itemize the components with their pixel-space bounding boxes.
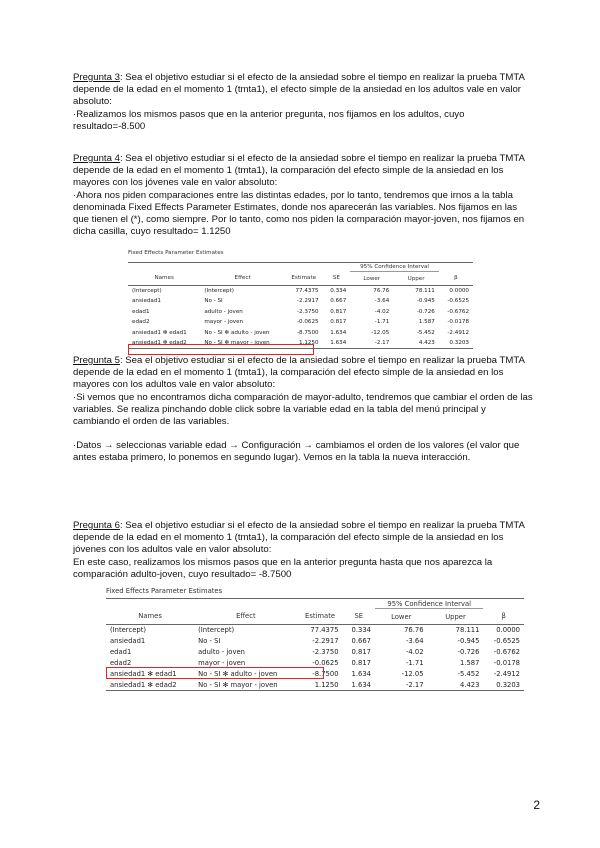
estimates-table [128,262,473,349]
pregunta-4 [73,153,535,238]
col-header: Names [128,272,200,286]
table-row [106,680,524,691]
table-row [128,328,473,339]
cell: No - SI [198,637,221,645]
cell: adulto - joven [198,648,245,656]
cell: -0.945 [416,298,435,305]
cell: -2.4912 [447,329,469,336]
ci-header: 95% Confidence Interval [375,599,483,609]
cell: 0.667 [330,298,347,305]
cell: -2.4912 [493,670,520,678]
cell: No - SI [204,298,223,305]
cell: No - SI ✻ adulto - joven [198,670,278,678]
cell: 1.1250 [298,680,343,691]
cell: -12.05 [371,329,390,336]
cell: -0.0178 [493,659,520,667]
cell: 4.423 [393,338,439,349]
cell: 0.334 [330,288,347,294]
cell: ansiedad1 ✻ edad1 [132,329,187,336]
table-row [106,636,524,647]
col-header: β [483,609,524,625]
cell: -8.7500 [297,329,319,336]
cell: -0.0625 [297,319,319,326]
cell: 1.1250 [285,338,323,349]
cell: -0.0178 [447,319,469,326]
cell: 1.634 [330,329,347,336]
cell: 0.0000 [496,626,520,635]
cell: -3.64 [374,298,390,305]
col-header: Upper [428,609,484,625]
cell: 1.634 [351,670,372,678]
cell: 0.667 [351,637,372,645]
cell: -2.17 [350,338,393,349]
cell: -5.452 [416,329,435,336]
col-header: Names [106,609,194,625]
cell: ansiedad1 [132,298,161,305]
cell: 0.3203 [483,680,524,691]
cell: mayor - joven [204,319,244,326]
question-4 [73,153,535,190]
cell: mayor - joven [198,659,246,667]
cell: 0.817 [351,659,372,667]
cell: ansiedad1 ✻ edad2 [106,680,194,691]
highlight-box [106,667,324,679]
cell: adulto - joven [204,308,243,315]
question-text: : Sea el objetivo estudiar si el efecto de la ansiedad sobre el tiempo en realizar la prueba TMTA depende de la edad en el momento 1 (tmta1), el efecto simple de la ansiedad en los adultos vale en valor absoluto: [73,72,525,108]
col-header: Estimate [298,609,343,625]
cell: 0.817 [330,319,347,326]
cell: -2.3750 [312,648,339,656]
cell: -0.726 [416,308,435,315]
cell: No - SI ✻ adulto - joven [204,329,270,336]
table-row [106,625,524,636]
cell: edad1 [110,648,132,656]
table-row [106,647,524,658]
table-row [128,317,473,328]
answer-3: ·Realizamos los mismos pasos que en la anterior pregunta, nos fijamos en los adultos, cuyo resultado=-8.500 [73,108,465,132]
cell: 76.76 [373,288,390,294]
question-label: Pregunta 4 [73,153,120,164]
question-label: Pregunta 3 [73,72,120,83]
question-text: : Sea el objetivo estudiar si el efecto de la ansiedad sobre el tiempo en realizar la prueba TMTA depende de la edad en el momento 1 (tmta1), la comparación del efecto simple de la ansiedad en los jóvenes con los adultos vale en valor absoluto: [73,520,525,556]
col-header: SE [343,609,375,625]
table-title: Fixed Effects Parameter Estimates [106,587,223,595]
cell: -2.2917 [312,637,339,645]
cell: ansiedad1 ✻ edad2 [128,338,200,349]
cell: -0.6762 [447,308,469,315]
cell: -2.3750 [297,308,319,315]
table-row [128,286,473,297]
cell: (Intercept) [132,288,162,294]
cell: 1.634 [323,338,351,349]
fixed-effects-table-2 [106,587,524,690]
cell: 77.4375 [310,626,339,635]
cell: 0.817 [330,308,347,315]
answer-5: ·Si vemos que no encontramos dicha comparación de mayor-adulto, tendremos que cambiar el orden de las variables. Se realiza pinchando doble click sobre la variable edad en la tabla del menú principal y cambiando el orden de las variables. [73,391,533,428]
cell: -0.0625 [312,659,339,667]
col-header: Upper [393,272,439,286]
cell: (Intercept) [198,626,235,635]
cell: -1.71 [405,659,424,667]
cell: ansiedad1 ✻ edad1 [110,670,177,678]
question-3 [73,72,535,109]
question-6 [73,520,535,557]
pregunta-5 [73,355,535,465]
col-header: Lower [350,272,393,286]
cell: No - SI ✻ mayor - joven [200,338,285,349]
table-row [128,307,473,318]
cell: 1.587 [418,319,435,326]
cell: 76.76 [404,626,424,635]
cell: 0.0000 [449,288,469,294]
question-5 [73,355,535,392]
cell: 1.587 [459,659,480,667]
table-row [128,296,473,307]
table-title: Fixed Effects Parameter Estimates [128,250,224,256]
pregunta-3 [73,72,535,133]
cell: edad2 [132,319,150,326]
col-header: Effect [194,609,297,625]
cell: 1.634 [343,680,375,691]
cell: -0.6525 [493,637,520,645]
question-label: Pregunta 6 [73,520,120,531]
fixed-effects-table-1 [128,250,473,355]
cell: -5.452 [457,670,480,678]
cell: (Intercept) [204,288,234,294]
question-label: Pregunta 5 [73,355,120,366]
cell: -0.6762 [493,648,520,656]
cell: 0.3203 [439,338,473,349]
cell: ansiedad1 [110,637,146,645]
question-text: : Sea el objetivo estudiar si el efecto de la ansiedad sobre el tiempo en realizar la prueba TMTA depende de la edad en el momento 1 (tmta1), la comparación del efecto simple de la ansiedad en los mayores con los adultos vale en valor absoluto: [73,355,525,391]
cell: -2.17 [375,680,428,691]
ci-header: 95% Confidence Interval [350,263,439,272]
cell: 77.4375 [295,288,319,294]
question-text: : Sea el objetivo estudiar si el efecto de la ansiedad sobre el tiempo en realizar la prueba TMTA depende de la edad en el momento 1 (tmta1), la comparación del efecto simple de la ansiedad en los mayores con los jóvenes vale en valor absoluto: [73,153,525,189]
cell: No - SI ✻ mayor - joven [194,680,297,691]
col-header: β [439,272,473,286]
cell: -3.64 [405,637,424,645]
cell: 78.111 [415,288,435,294]
highlight-box [128,344,314,355]
cell: -1.71 [374,319,390,326]
cell: (Intercept) [110,626,147,635]
col-header: Lower [375,609,428,625]
cell: 0.334 [351,626,372,635]
cell: -4.02 [374,308,390,315]
answer-4: ·Ahora nos piden comparaciones entre las distintas edades, por lo tanto, tendremos que irnos a la tabla denominada Fixed Effects Parameter Estimates, donde nos aparecerán las variables. Nos fijamos en las que tienen el (*), como siempre. Por lo tanto, como nos piden la comparación mayor-joven, nos fijamos en dicha casilla, cuyo resultado= 1.1250 [73,189,525,238]
cell: -0.6525 [447,298,469,305]
cell: -0.945 [457,637,480,645]
cell: edad2 [110,659,132,667]
answer-5b: ·Datos → seleccionas variable edad → Configuración → cambiamos el orden de los valores (el valor que antes estaba primero, lo ponemos en segundo lugar). Vemos en la tabla la nueva interacción. [73,440,520,464]
cell: 4.423 [428,680,484,691]
cell: -2.2917 [297,298,319,305]
col-header: Estimate [285,272,323,286]
cell: -8.7500 [312,670,339,678]
col-header: Effect [200,272,285,286]
cell: 78.111 [455,626,480,635]
cell: -12.05 [401,670,424,678]
cell: -4.02 [405,648,424,656]
cell: edad1 [132,308,150,315]
answer-6: En este caso, realizamos los mismos pasos que en la anterior pregunta hasta que nos aparezca la comparación adulto-joven, cuyo resultado= -8.7500 [73,556,493,580]
page-number: 2 [533,798,540,812]
cell: 0.817 [351,648,372,656]
col-header: SE [323,272,351,286]
cell: -0.726 [457,648,480,656]
pregunta-6 [73,520,535,581]
